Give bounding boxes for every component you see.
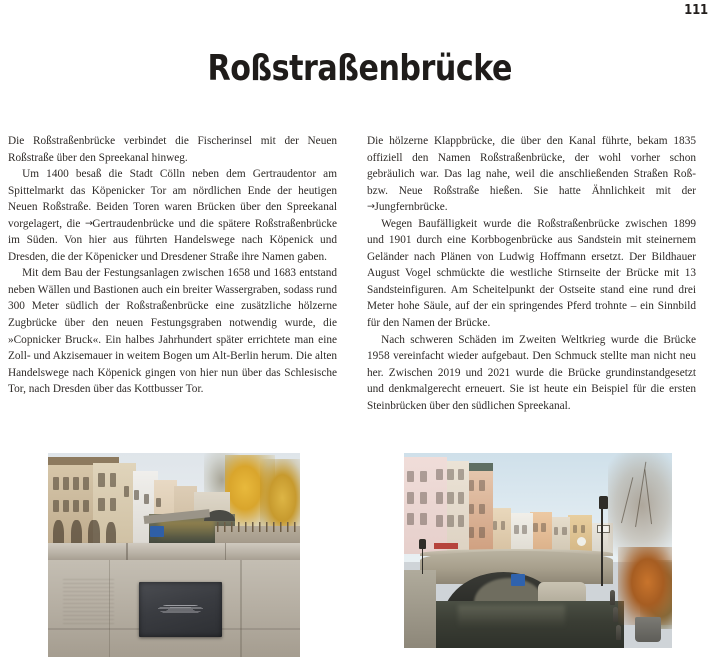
cross-reference-arrow-icon: →	[84, 217, 93, 229]
paragraph: Um 1400 besaß die Stadt Cölln neben dem Gertraudentor am Spittelmarkt das Köpenicker Tor am nördlichen Ende der heutigen Neuen Roßstraße. Beiden Toren waren Brücken über den Spreekanal vorgelagert, die →Gertraudenbrücke und die spätere Roßstraßenbrücke im Süden. Von hier aus führten Handelswege nach Köpenick und Dresden, die der Köpenicker und Dresdener Straße ihre Namen gaben.	[8, 168, 338, 263]
paragraph: Die hölzerne Klappbrücke, die über den Kanal führte, bekam 1835 offiziell den Namen Roßstraßenbrücke, der wohl vorher schon gebräulich war. Das lag nahe, weil die anschließenden Straßen Roß- bzw. Neue Roßstraße hießen. Sie hatte Ähnlichkeit mit der →Jungfernbrücke.	[367, 135, 696, 214]
cross-reference-arrow-icon: →	[367, 201, 375, 213]
body-columns	[8, 133, 712, 414]
column-left	[8, 133, 337, 398]
page-number: 111	[684, 3, 708, 18]
page-title-block	[0, 50, 720, 88]
paragraph: Nach schweren Schäden im Zweiten Weltkrieg wurde die Brücke 1958 vereinfacht wieder aufgebaut. Den Schmuck stellte man nicht neu her. Zwischen 2019 und 2021 wurde die Brücke grundinstandgesetzt und denkmalgerecht erneuert. Sie ist heute ein Beispiel für die ersten Steinbrücken über den südlichen Spreekanal.	[367, 333, 696, 412]
figure-stone-arch-bridge	[404, 453, 672, 648]
photo-bridge-parapet-plaque	[48, 453, 300, 657]
paragraph: Wegen Baufälligkeit wurde die Roßstraßenbrücke zwischen 1899 und 1901 durch eine Korbbogenbrücke aus Sandstein mit steinernem Geländer nach Plänen von Ludwig Hoffmann ersetzt. Der Bildhauer August Vogel schmückte die westliche Stirnseite der Brücke mit 13 Sandsteinfiguren. Am Scheitelpunkt der Ostseite stand eine rund drei Meter hohe Säule, auf der ein springendes Pferd trohnte – ein Sinnbild für den Namen der Brücke.	[367, 217, 696, 330]
memorial-plaque	[139, 582, 222, 637]
figure-row	[8, 437, 712, 641]
photo-stone-arch-bridge	[404, 453, 672, 648]
paragraph: Mit dem Bau der Festungsanlagen zwischen 1658 und 1683 entstand neben Wällen und Bastionen auch ein breiter Wassergraben, sodass rund 300 Meter südlich der Roßstraßenbrücke eine zusätzliche hölzerne Zugbrücke über den neuen Festungsgraben notwendig wurde, die »Copnicker Bruck«. Ein halbes Jahrhundert später errichtete man eine Zoll- und Akzisemauer in weitem Bogen um Alt-Berlin herum. Die alten Handelswege nach Köpenick gingen von hier nun über das Schlesische Tor, nach Dresden über das Kottbusser Tor.	[8, 267, 337, 396]
paragraph: Die Roßstraßenbrücke verbindet die Fischerinsel mit der Neuen Roßstraße über den Spreekanal hinweg.	[8, 135, 337, 164]
figure-bridge-parapet-plaque	[48, 453, 300, 657]
column-right	[367, 133, 696, 414]
page-title: Roßstraßenbrücke	[207, 48, 513, 89]
